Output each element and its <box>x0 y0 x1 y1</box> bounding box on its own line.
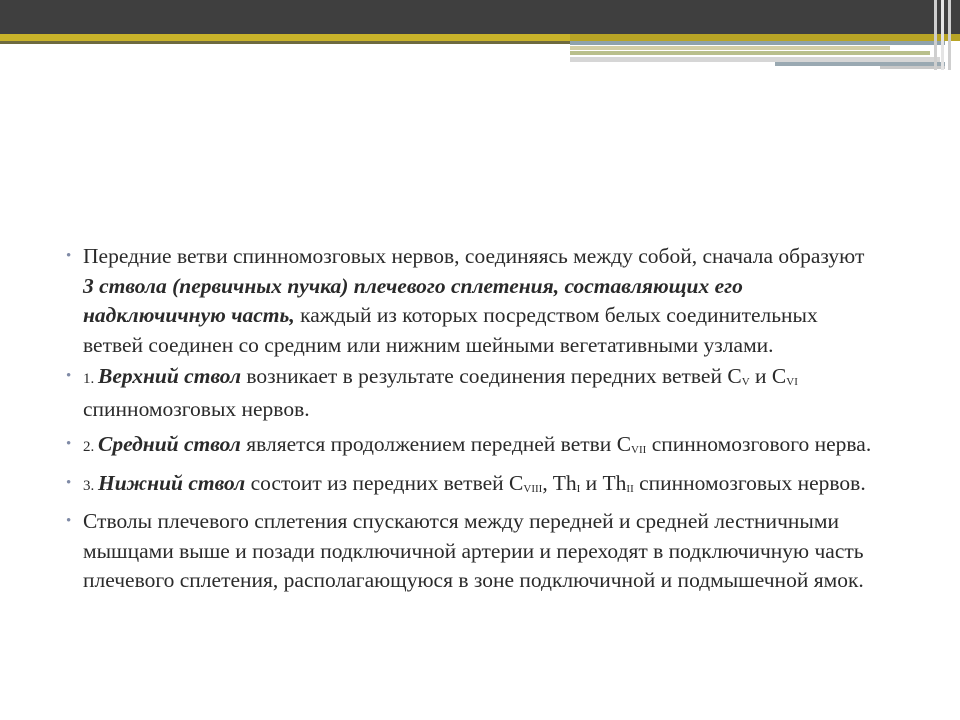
nerve-subscript: II <box>626 482 634 495</box>
bullet-text: состоит из передних ветвей <box>245 470 510 495</box>
emphasis-text: Верхний ствол <box>98 364 242 388</box>
edge-line <box>948 0 951 70</box>
bullet-text: спинномозговых нервов. <box>83 396 310 421</box>
bullet-text: Стволы плечевого сплетения спускаются между передней и средней лестничными мышцами выше и позади подключичной артерии и переходят в подключичную часть плечевого сплетения, располагающуюся в зоне подключичной и подмышечной ямок. <box>83 509 864 592</box>
bullet-item <box>66 507 878 596</box>
nerve-subscript: V <box>741 376 750 388</box>
emphasis-text: 3 ствола (первичных пучка) плечевого сплетения, составляющих его надключичную часть, <box>83 273 743 327</box>
nerve-label: Th <box>602 470 627 495</box>
item-number: 2. <box>83 439 98 455</box>
nerve-subscript: VIII <box>523 482 543 495</box>
nerve-subscript: I <box>576 482 581 495</box>
emphasis-text: Средний ствол <box>98 432 241 456</box>
bullet-text: и <box>580 470 603 495</box>
bullet-text: , <box>542 470 553 495</box>
header-stripe <box>570 51 930 55</box>
bullet-text: и <box>749 364 772 388</box>
bullet-icon: • <box>66 248 72 264</box>
bullet-icon: • <box>66 368 72 384</box>
bullet-icon: • <box>66 474 72 491</box>
nerve-label: С <box>771 364 787 388</box>
header-band <box>0 0 960 34</box>
bullet-item <box>66 242 878 360</box>
bullet-text: каждый из которых посредством белых соединительных ветвей соединен со средним или нижним шейными вегетативными узлами. <box>83 303 818 357</box>
header-stripe <box>0 41 570 44</box>
item-number: 3. <box>83 477 98 494</box>
edge-line <box>941 0 944 70</box>
header-stripe <box>0 34 570 41</box>
nerve-label: С <box>509 470 524 495</box>
bullet-text: возникает в результате соединения передних ветвей <box>241 364 728 388</box>
bullet-icon: • <box>66 436 72 452</box>
bullet-item <box>66 469 878 502</box>
bullet-item <box>66 430 878 463</box>
nerve-label: Th <box>552 470 577 495</box>
bullet-text: является продолжением передней ветви <box>240 432 617 456</box>
slide-bullet-list <box>66 242 878 598</box>
nerve-subscript: VI <box>786 376 798 388</box>
bullet-text: Передние ветви спинномозговых нервов, соединяясь между собой, сначала образуют <box>83 244 865 268</box>
header-stripe <box>570 34 960 41</box>
header-stripe <box>570 41 945 45</box>
bullet-item <box>66 362 878 424</box>
nerve-label: С <box>616 432 632 456</box>
nerve-label: С <box>727 364 742 388</box>
header-stripe <box>570 46 890 50</box>
edge-line <box>934 0 937 70</box>
emphasis-text: Нижний ствол <box>98 470 246 495</box>
item-number: 1. <box>83 371 98 387</box>
bullet-text: спинномозгового нерва. <box>646 432 872 456</box>
nerve-subscript: VII <box>631 444 647 456</box>
bullet-icon: • <box>66 513 72 529</box>
bullet-text: спинномозговых нервов. <box>633 470 866 495</box>
